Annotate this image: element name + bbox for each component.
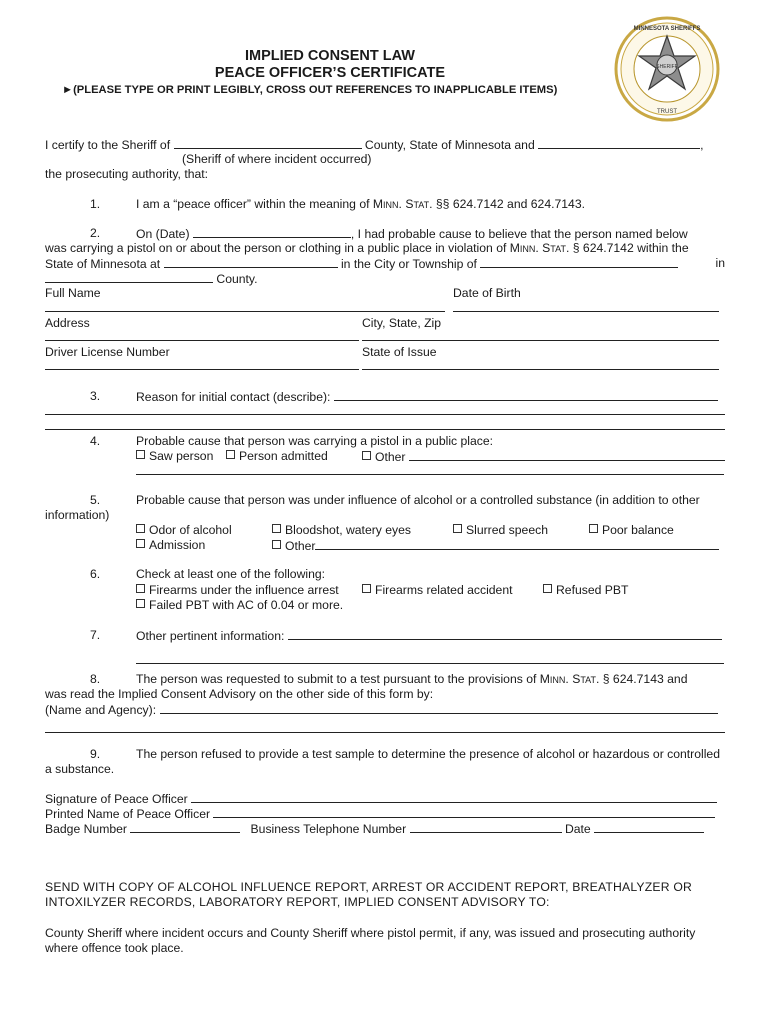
item-number: 1. <box>90 197 101 211</box>
failed-pbt-checkbox[interactable]: Failed PBT with AC of 0.04 or more. <box>136 598 343 612</box>
checkbox-icon <box>136 584 145 593</box>
signature-field[interactable] <box>191 791 717 803</box>
prosecuting-text: the prosecuting authority, that: <box>45 167 209 181</box>
saw-person-checkbox[interactable]: Saw person <box>136 449 213 463</box>
item-number: 3. <box>90 389 101 403</box>
item6-text: Check at least one of the following: <box>136 567 326 581</box>
name-agency-field[interactable] <box>160 702 718 714</box>
firearms-accident-checkbox[interactable]: Firearms related accident <box>362 583 513 597</box>
item2-line2: was carrying a pistol on or about the person or clothing in a public place in violation of Minn. Stat. § 624.7142 within the <box>45 241 689 255</box>
county-note-1: County Sheriff where incident occurs and County Sheriff where pistol permit, if any, was issued and prosecuting authority <box>45 926 696 940</box>
item5-other-field[interactable] <box>315 538 719 550</box>
item5-other-checkbox[interactable]: Other <box>272 538 719 553</box>
item7-text: Other pertinent information: <box>136 628 722 643</box>
item8-line2: was read the Implied Consent Advisory on the other side of this form by: <box>45 687 434 701</box>
item4-text: Probable cause that person was carrying a pistol in a public place: <box>136 434 494 448</box>
item1-text: I am a “peace officer” within the meaning of Minn. Stat. §§ 624.7142 and 624.7143. <box>136 197 585 211</box>
form-subtitle: PEACE OFFICER’S CERTIFICATE <box>214 65 446 81</box>
item-number: 9. <box>90 747 101 761</box>
sheriff-seal-logo <box>614 16 720 122</box>
city-state-zip-field[interactable] <box>362 340 719 341</box>
checkbox-icon <box>362 584 371 593</box>
item3-text: Reason for initial contact (describe): <box>136 389 718 404</box>
badge-row: Badge Number Business Telephone Number Date <box>45 821 704 836</box>
contact-reason-line[interactable] <box>45 429 725 430</box>
checkbox-icon <box>543 584 552 593</box>
city-township-field[interactable] <box>480 256 678 268</box>
prosecuting-authority-field[interactable] <box>538 137 700 149</box>
other-field[interactable] <box>409 449 725 461</box>
dob-field[interactable] <box>453 311 719 312</box>
item-number: 6. <box>90 567 101 581</box>
item5-text: Probable cause that person was under influence of alcohol or a controlled substance (in addition to other <box>136 493 700 507</box>
item-number: 4. <box>90 434 101 448</box>
poor-balance-checkbox[interactable]: Poor balance <box>589 523 674 537</box>
printed-name-field[interactable] <box>213 806 715 818</box>
checkbox-icon <box>136 524 145 533</box>
sheriff-county-field[interactable] <box>174 137 362 149</box>
item-number: 8. <box>90 672 101 686</box>
county-field[interactable] <box>45 271 213 283</box>
instruction-text: ►(PLEASE TYPE OR PRINT LEGIBLY, CROSS OUT REFERENCES TO INAPPLICABLE ITEMS) <box>62 84 558 96</box>
sheriff-note: (Sheriff of where incident occurred) <box>182 152 372 166</box>
item4-extra-line[interactable] <box>136 474 724 475</box>
incident-date-field[interactable] <box>193 226 351 238</box>
county-note-2: where offence took place. <box>45 941 184 955</box>
dob-label: Date of Birth <box>453 286 521 300</box>
seal-center-text: SHERIFF <box>656 64 678 70</box>
certify-line: I certify to the Sheriff of County, State of Minnesota and , <box>45 138 704 152</box>
checkbox-icon <box>453 524 462 533</box>
checkbox-icon <box>362 451 371 460</box>
bloodshot-eyes-checkbox[interactable]: Bloodshot, watery eyes <box>272 523 411 537</box>
form-title: IMPLIED CONSENT LAW <box>245 48 415 64</box>
location-field[interactable] <box>164 256 338 268</box>
checkbox-icon <box>136 450 145 459</box>
checkbox-icon <box>272 524 281 533</box>
printed-name-row: Printed Name of Peace Officer <box>45 806 715 821</box>
item-number: 7. <box>90 628 101 642</box>
city-state-zip-label: City, State, Zip <box>362 316 442 330</box>
admission-checkbox[interactable]: Admission <box>136 538 205 552</box>
odor-alcohol-checkbox[interactable]: Odor of alcohol <box>136 523 232 537</box>
seal-bottom-text: TRUST <box>657 109 677 115</box>
item9-text: The person refused to provide a test sample to determine the presence of alcohol or hazardous or controlled <box>136 747 720 761</box>
address-field[interactable] <box>45 340 359 341</box>
signature-row: Signature of Peace Officer <box>45 791 717 806</box>
phone-field[interactable] <box>410 821 562 833</box>
item-number: 2. <box>90 226 101 240</box>
item8-line1: The person was requested to submit to a test pursuant to the provisions of Minn. Stat. § 624.7143 and <box>136 672 688 686</box>
item9-text2: a substance. <box>45 762 115 776</box>
license-label: Driver License Number <box>45 345 170 359</box>
other-checkbox[interactable]: Other <box>362 449 725 464</box>
firearms-arrest-checkbox[interactable]: Firearms under the influence arrest <box>136 583 339 597</box>
checkbox-icon <box>589 524 598 533</box>
full-name-field[interactable] <box>45 311 445 312</box>
item2-line1: On (Date) , I had probable cause to believe that the person named below <box>136 227 688 241</box>
contact-reason-line[interactable] <box>45 414 725 415</box>
item8-line3: (Name and Agency): <box>45 702 718 717</box>
refused-pbt-checkbox[interactable]: Refused PBT <box>543 583 628 597</box>
address-label: Address <box>45 316 90 330</box>
person-admitted-checkbox[interactable]: Person admitted <box>226 449 328 463</box>
item2-line4: County. <box>45 271 258 286</box>
name-agency-line[interactable] <box>45 732 725 733</box>
checkbox-icon <box>272 540 281 549</box>
pertinent-info-field[interactable] <box>288 628 722 640</box>
checkbox-icon <box>226 450 235 459</box>
license-field[interactable] <box>45 369 359 370</box>
send-line-1: SEND WITH COPY OF ALCOHOL INFLUENCE REPORT, ARREST OR ACCIDENT REPORT, BREATHALYZER OR <box>45 880 693 894</box>
checkbox-icon <box>136 599 145 608</box>
full-name-label: Full Name <box>45 286 101 300</box>
state-issue-field[interactable] <box>362 369 719 370</box>
date-field[interactable] <box>594 821 704 833</box>
contact-reason-field[interactable] <box>334 389 718 401</box>
badge-number-field[interactable] <box>130 821 240 833</box>
slurred-speech-checkbox[interactable]: Slurred speech <box>453 523 548 537</box>
seal-top-text: MINNESOTA SHERIFFS <box>633 26 701 32</box>
item2-line3: State of Minnesota at in the City or Township of in <box>45 256 725 271</box>
state-issue-label: State of Issue <box>362 345 437 359</box>
item-number: 5. <box>90 493 101 507</box>
checkbox-icon <box>136 539 145 548</box>
send-line-2: INTOXILYZER RECORDS, LABORATORY REPORT, IMPLIED CONSENT ADVISORY TO: <box>45 895 550 909</box>
item5-text2: information) <box>45 508 110 522</box>
pertinent-info-line[interactable] <box>136 663 724 664</box>
